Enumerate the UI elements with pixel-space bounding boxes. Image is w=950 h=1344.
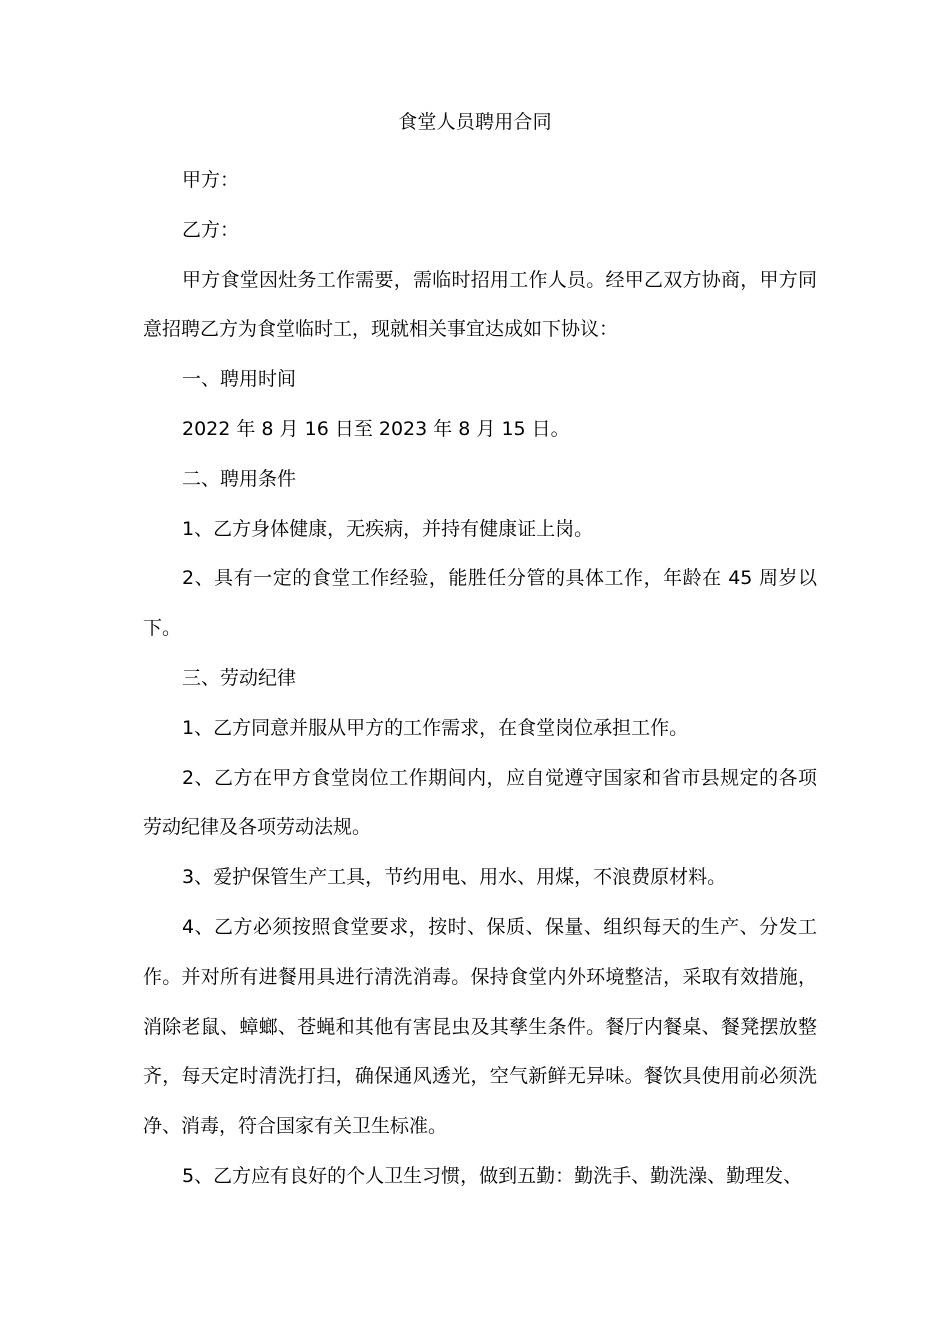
document-body [143, 156, 817, 1202]
document-title: 食堂人员聘用合同 [398, 111, 552, 133]
discipline-item-3: 3、爱护保管生产工具，节约用电、用水、用煤，不浪费原材料。 [182, 866, 727, 889]
condition-item-1: 1、乙方身体健康，无疾病，并持有健康证上岗。 [182, 517, 594, 540]
condition-item-2: 2、具有一定的食堂工作经验，能胜任分管的具体工作，年龄在 45 周岁以下。 [143, 567, 817, 640]
employment-period-text: 2022 年 8 月 16 日至 2023 年 8 月 15 日。 [182, 417, 570, 440]
preamble-paragraph: 甲方食堂因灶务工作需要，需临时招用工作人员。经甲乙双方协商，甲方同意招聘乙方为食堂临时工，现就相关事宜达成如下协议： [143, 268, 817, 341]
section-heading-employment-period: 一、聘用时间 [182, 368, 297, 391]
section-heading-labor-discipline: 三、劳动纪律 [182, 666, 297, 689]
discipline-item-5: 5、乙方应有良好的个人卫生习惯，做到五勤：勤洗手、勤洗澡、勤理发、 [182, 1164, 803, 1187]
section-heading-employment-conditions: 二、聘用条件 [182, 467, 297, 490]
discipline-item-4: 4、乙方必须按照食堂要求，按时、保质、保量、组织每天的生产、分发工作。并对所有进餐用具进行清洗消毒。保持食堂内外环境整洁，采取有效措施，消除老鼠、蟑螂、苍蝇和其他有害昆虫及其孳生条件。餐厅内餐桌、餐凳摆放整齐，每天定时清洗打扫，确保通风透光，空气新鲜无异味。餐饮具使用前必须洗净、消毒，符合国家有关卫生标准。 [143, 915, 817, 1138]
discipline-item-2: 2、乙方在甲方食堂岗位工作期间内，应自觉遵守国家和省市县规定的各项劳动纪律及各项劳动法规。 [143, 766, 817, 839]
party-a-line: 甲方： [182, 169, 240, 191]
discipline-item-1: 1、乙方同意并服从甲方的工作需求，在食堂岗位承担工作。 [182, 716, 689, 739]
party-b-line: 乙方： [182, 218, 240, 241]
